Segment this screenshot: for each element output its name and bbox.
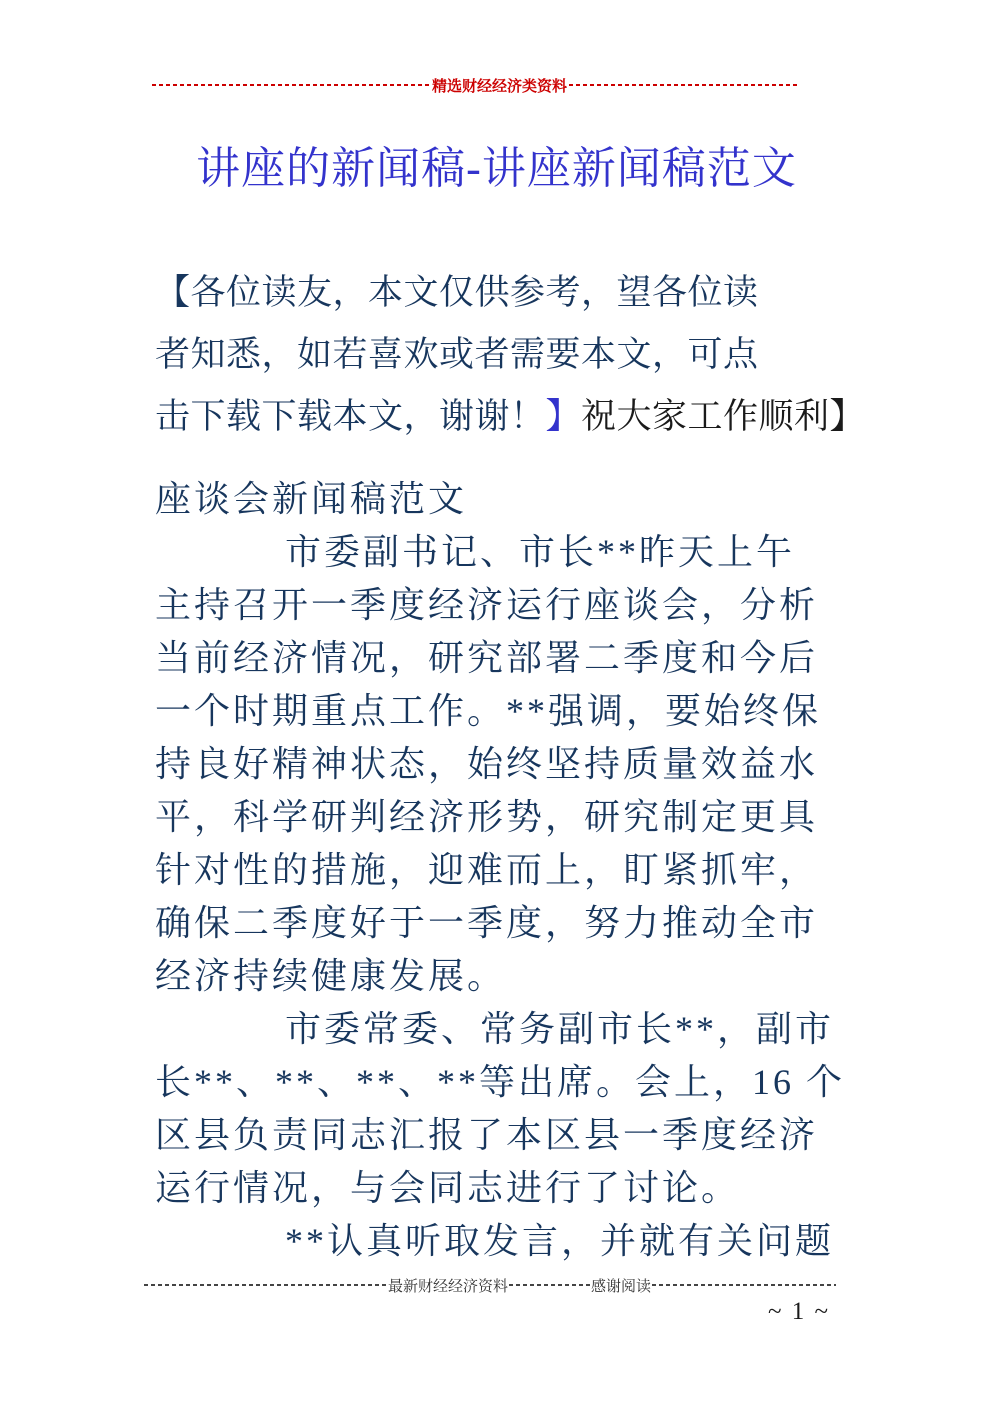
dashed-line (509, 1284, 590, 1286)
text-line: 长**、**、**、**等出席。会上，16 个 (155, 1062, 846, 1102)
text-line: 运行情况，与会同志进行了讨论。 (155, 1168, 741, 1208)
text-line: 市委常委、常务副市长**，副市 (285, 1009, 835, 1049)
page-header (152, 76, 798, 94)
text-line: 确保二季度好于一季度，努力推动全市 (155, 903, 819, 943)
text-line: 一个时期重点工作。**强调，要始终保 (155, 691, 822, 731)
text-line: 市委副书记、市长**昨天上午 (285, 532, 796, 572)
dashed-line (152, 84, 430, 86)
notice-black-segment: 祝大家工作顺利】 (581, 397, 866, 436)
text-line: 针对性的措施，迎难而上，盯紧抓牢， (155, 850, 819, 890)
text-line: 区县负责同志汇报了本区县一季度经济 (155, 1115, 819, 1155)
text-line: 者知悉，如若喜欢或者需要本文，可点 (155, 335, 759, 374)
footer-right-label: 感谢阅读 (591, 1277, 652, 1295)
text-line: 经济持续健康发展。 (155, 956, 507, 996)
text-line: 持良好精神状态，始终坚持质量效益水 (155, 744, 819, 784)
notice-paragraph (155, 262, 866, 448)
notice-dark-segment: 击下载下载本文，谢谢！ (155, 397, 546, 436)
text-line: 平，科学研判经济形势，研究制定更具 (155, 797, 819, 837)
section-heading: 座谈会新闻稿范文 (155, 479, 468, 519)
dashed-line (144, 1284, 387, 1286)
notice-blue-bracket: 】 (545, 397, 582, 436)
footer-left-label: 最新财经经济资料 (388, 1277, 509, 1295)
text-line: 当前经济情况，研究部署二季度和今后 (155, 638, 819, 678)
text-line (155, 386, 866, 448)
text-line: 主持召开一季度经济运行座谈会，分析 (155, 585, 819, 625)
header-watermark-label: 精选财经经济类资料 (432, 77, 568, 95)
text-line: **认真听取发言，并就有关问题 (285, 1221, 835, 1261)
dashed-line (569, 84, 798, 86)
document-body (155, 473, 850, 1268)
dashed-line (652, 1284, 836, 1286)
document-title: 讲座的新闻稿-讲座新闻稿范文 (196, 144, 797, 193)
text-line: 【各位读友，本文仅供参考，望各位读 (155, 273, 759, 312)
page-footer (144, 1276, 836, 1294)
page-number: ~ 1 ~ (767, 1298, 830, 1325)
